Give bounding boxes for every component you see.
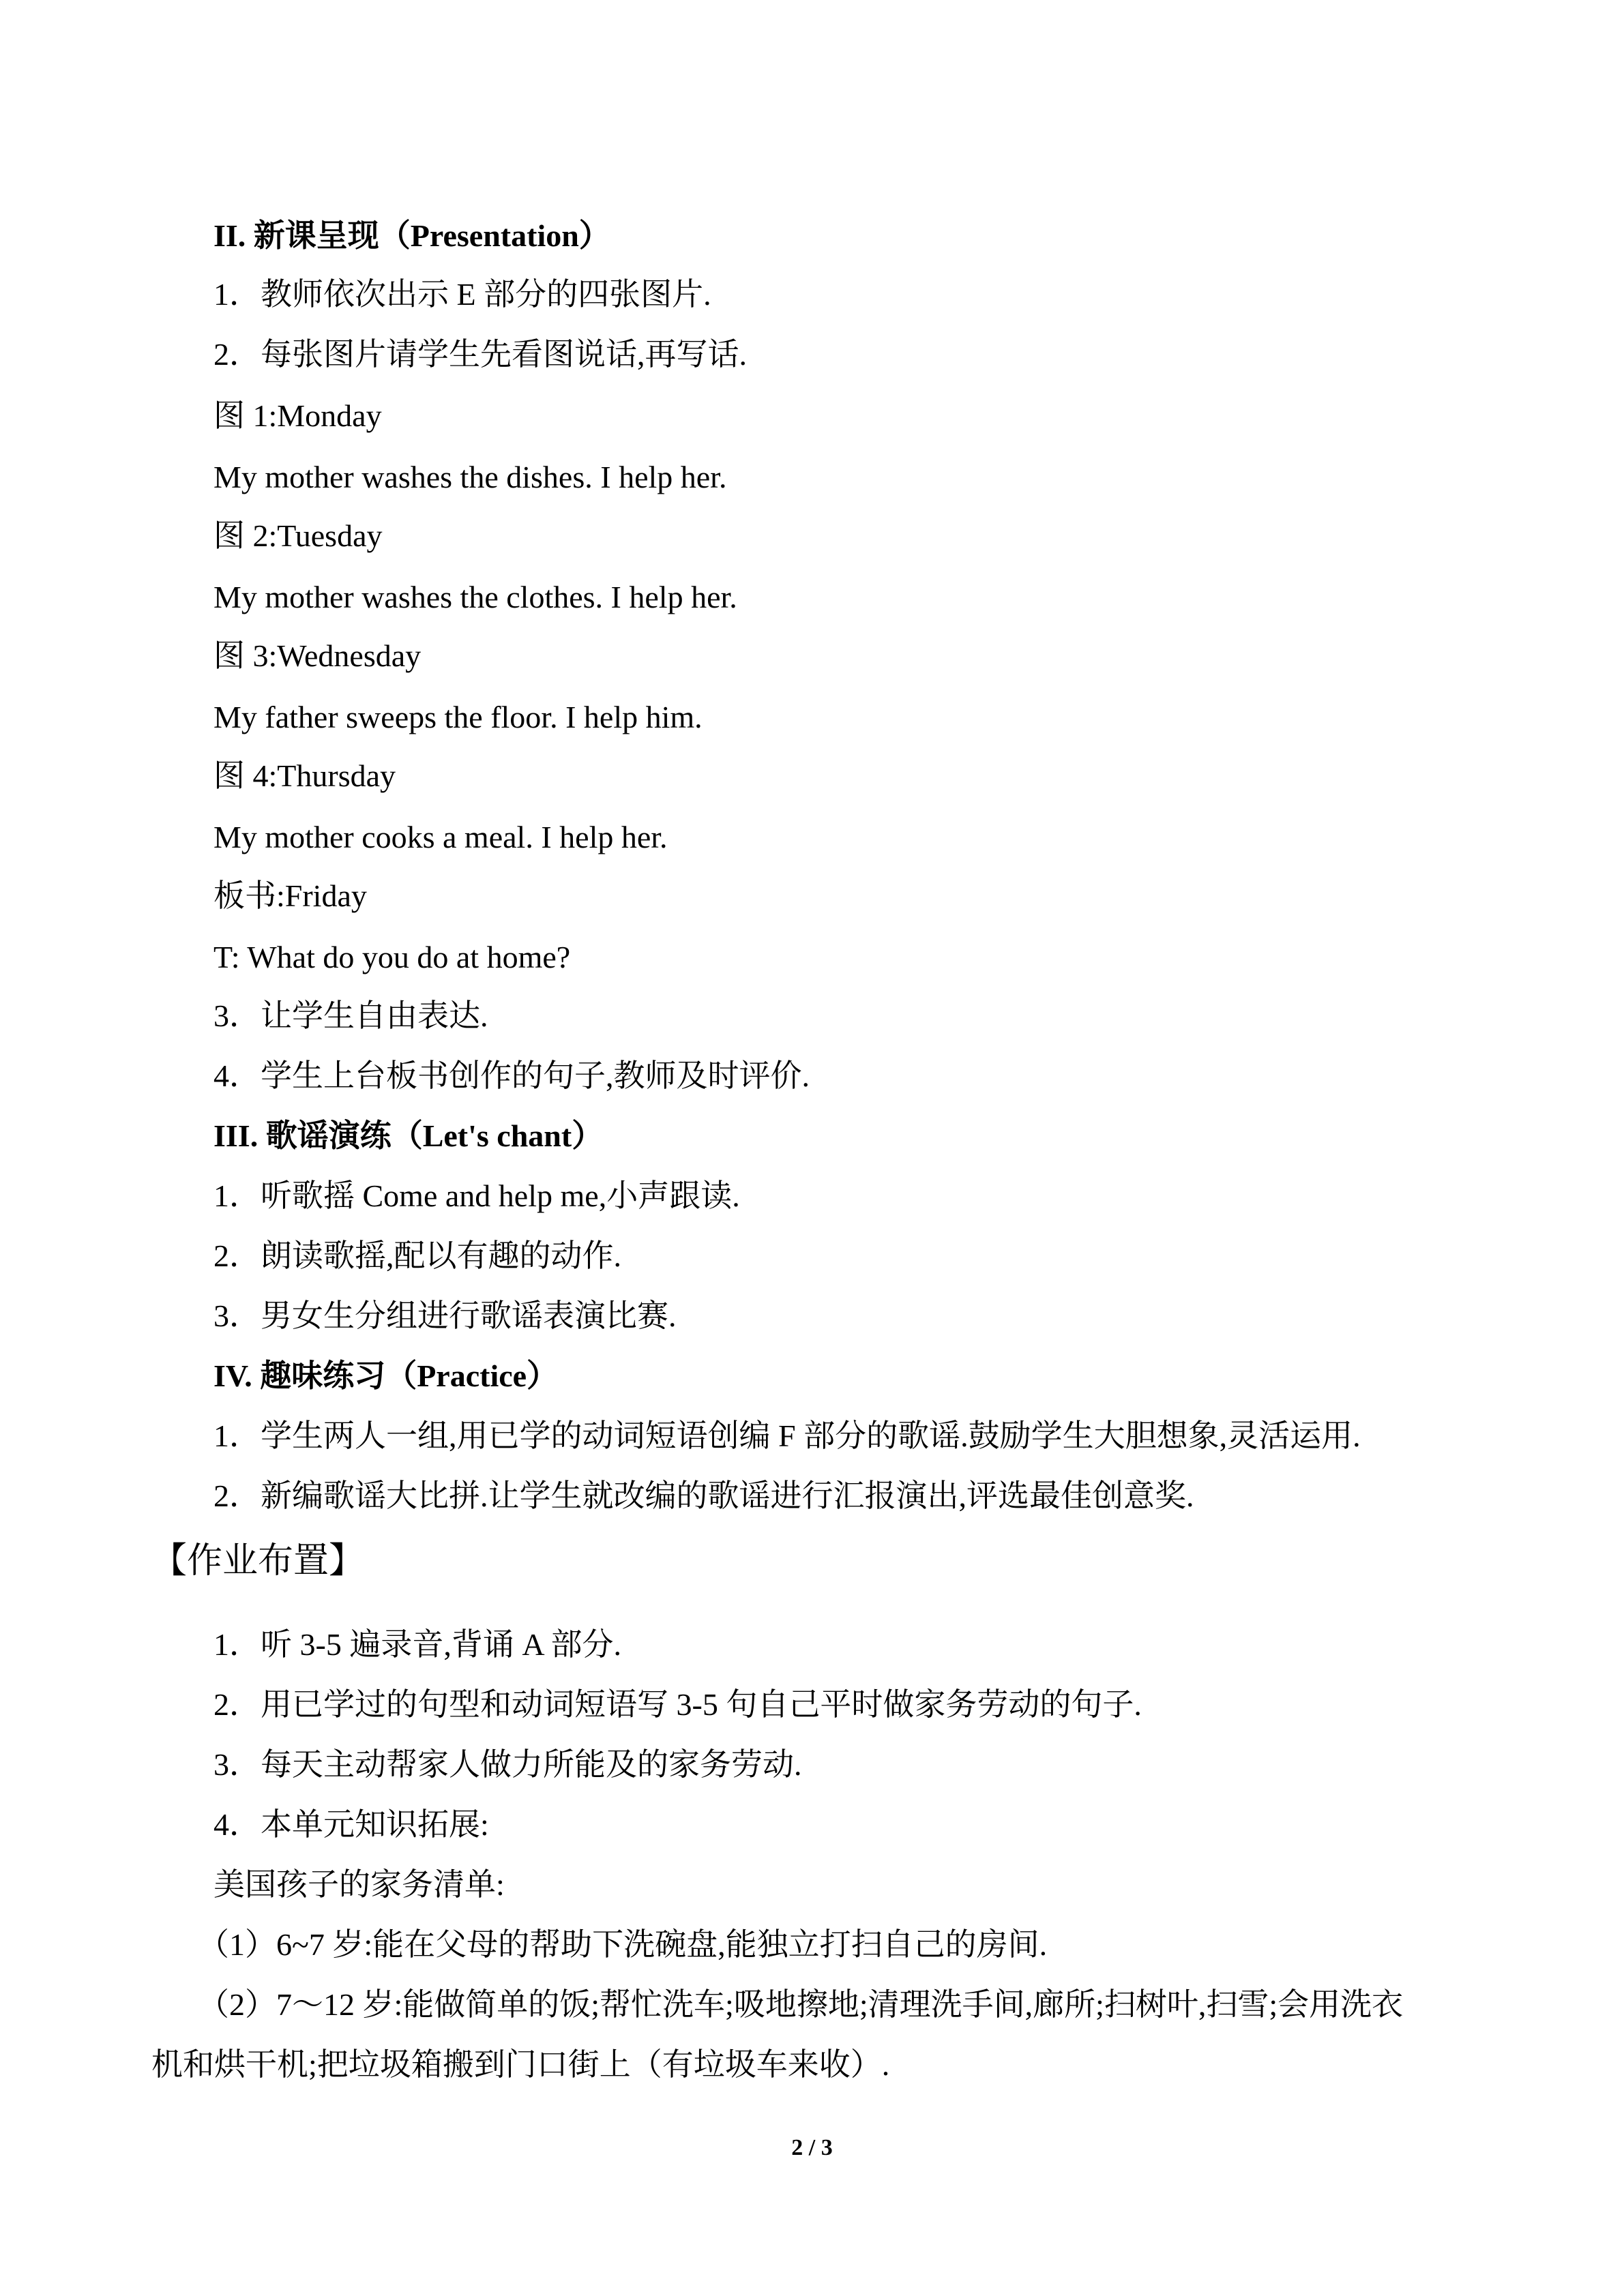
picture-2-sentence: My mother washes the clothes. I help her. — [213, 580, 737, 614]
chore-list-title: 美国孩子的家务清单: — [213, 1867, 505, 1902]
picture-3-label: 图 3:Wednesday — [213, 638, 422, 673]
homework-item-2: 2．用已学过的句型和动词短语写 3-5 句自己平时做家务劳动的句子. — [213, 1687, 1142, 1722]
blackboard-label: 板书:Friday — [213, 878, 367, 913]
homework-item-4: 4．本单元知识拓展: — [213, 1807, 489, 1842]
practice-step-1: 1．学生两人一组,用已学的动词短语创编 F 部分的歌谣.鼓励学生大胆想象,灵活运用. — [213, 1418, 1361, 1453]
chant-step-1: 1．听歌摇 Come and help me,小声跟读. — [213, 1178, 740, 1213]
picture-4-sentence: My mother cooks a meal. I help her. — [213, 820, 668, 854]
picture-1-sentence: My mother washes the dishes. I help her. — [213, 460, 727, 494]
presentation-step-1: 1．教师依次出示 E 部分的四张图片. — [213, 277, 711, 312]
chant-step-3: 3．男女生分组进行歌谣表演比赛. — [213, 1298, 677, 1333]
presentation-step-4: 4．学生上台板书创作的句子,教师及时评价. — [213, 1058, 810, 1093]
chant-step-2: 2．朗读歌摇,配以有趣的动作. — [213, 1238, 621, 1273]
section-heading-practice: IV. 趣味练习（Practice） — [213, 1358, 559, 1393]
homework-item-3: 3．每天主动帮家人做力所能及的家务劳动. — [213, 1747, 802, 1782]
homework-item-1: 1．听 3-5 遍录音,背诵 A 部分. — [213, 1627, 621, 1662]
presentation-step-2: 2．每张图片请学生先看图说话,再写话. — [213, 337, 747, 372]
chore-list-age-7-12: （2）7～12 岁:能做简单的饭;帮忙洗车;吸地擦地;清理洗手间,廊所;扫树叶,扫雪;会用洗衣 — [198, 1987, 1404, 2022]
picture-1-label: 图 1:Monday — [213, 398, 382, 433]
picture-4-label: 图 4:Thursday — [213, 758, 396, 793]
picture-2-label: 图 2:Tuesday — [213, 518, 383, 553]
chore-list-age-7-12-continued: 机和烘干机;把垃圾箱搬到门口街上（有垃圾车来收）. — [151, 2047, 890, 2082]
teacher-question: T: What do you do at home? — [213, 940, 571, 974]
picture-3-sentence: My father sweeps the floor. I help him. — [213, 700, 703, 734]
chore-list-age-6-7: （1）6~7 岁:能在父母的帮助下洗碗盘,能独立打扫自己的房间. — [198, 1927, 1048, 1962]
section-heading-chant: III. 歌谣演练（Let's chant） — [213, 1118, 604, 1153]
presentation-step-3: 3．让学生自由表达. — [213, 998, 488, 1033]
page-number: 2 / 3 — [791, 2135, 833, 2160]
section-heading-presentation: II. 新课呈现（Presentation） — [213, 218, 610, 253]
homework-heading: 【作业布置】 — [151, 1540, 365, 1581]
practice-step-2: 2．新编歌谣大比拼.让学生就改编的歌谣进行汇报演出,评选最佳创意奖. — [213, 1478, 1194, 1513]
